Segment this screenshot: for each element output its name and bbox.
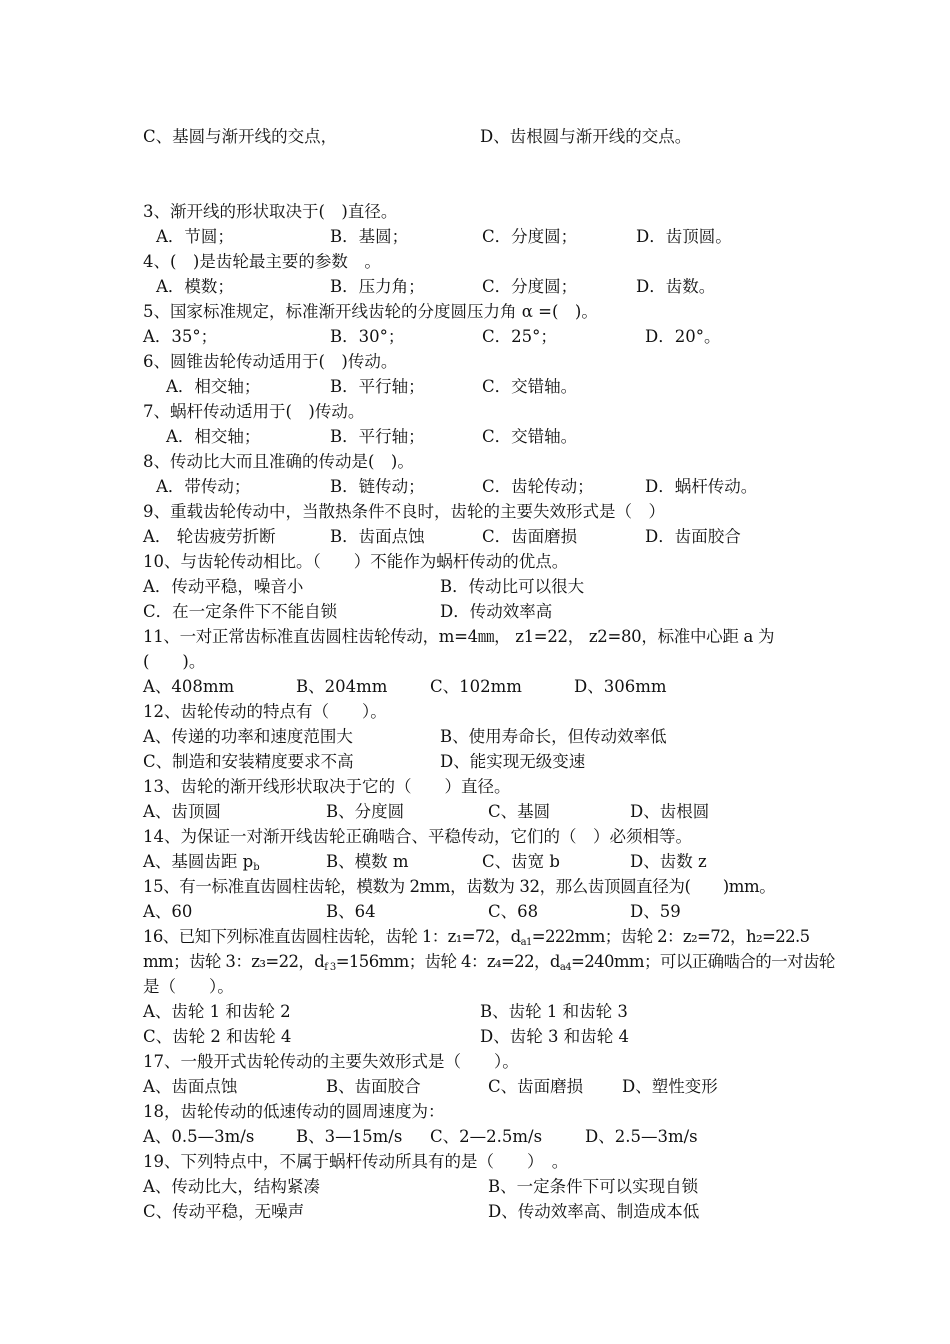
question-16-line-2: mm；齿轮 3：z₃=22，$d_{f 3}=156mm$；齿轮 4：z₄=22，$d_{a4}=240mm$；可以正确啮合的一对齿轮 bbox=[143, 952, 835, 973]
option-d: D、齿根圆 bbox=[630, 802, 710, 821]
option-a: A． 轮齿疲劳折断 bbox=[143, 527, 276, 546]
question-16-line-3: 是（ ）。 bbox=[143, 977, 234, 996]
question-13: 13、齿轮的渐开线形状取决于它的（ ）直径。 bbox=[143, 777, 511, 796]
option-c: C．25°； bbox=[482, 327, 557, 346]
option-a: A、408mm bbox=[143, 677, 235, 696]
option-b: B．传动比可以很大 bbox=[440, 577, 585, 596]
option-d: D．齿顶圆。 bbox=[636, 227, 732, 246]
subscript: a1 bbox=[520, 937, 532, 948]
question-4: 4、( )是齿轮最主要的参数 。 bbox=[143, 252, 381, 271]
question-16-line-1: 16、已知下列标准直齿圆柱齿轮，齿轮 1：z₁=72，$d_{a1}=222mm$；齿轮 2：z₂=72，h₂=22.5 bbox=[143, 927, 810, 948]
question-9: 9、重载齿轮传动中，当散热条件不良时，齿轮的主要失效形式是（ ） bbox=[143, 502, 665, 521]
question-11-continued: ( )。 bbox=[143, 652, 206, 671]
option-c: C．齿面磨损 bbox=[482, 527, 578, 546]
option-a: A、传递的功率和速度范围大 bbox=[143, 727, 353, 746]
option-b: B、一定条件下可以实现自锁 bbox=[488, 1177, 699, 1196]
option-b: B、齿面胶合 bbox=[326, 1077, 421, 1096]
question-19: 19、下列特点中，不属于蜗杆传动所具有的是（ ） 。 bbox=[143, 1152, 569, 1171]
question-11: 11、一对正常齿标准直齿圆柱齿轮传动，m=4㎜， z1=22， z2=80，标准中心距 a 为 bbox=[143, 627, 775, 646]
option-c: C．交错轴。 bbox=[482, 377, 578, 396]
option-c: C、基圆 bbox=[488, 802, 551, 821]
option-d: D．齿数。 bbox=[636, 277, 716, 296]
option-a: A．35°； bbox=[143, 327, 218, 346]
question-15: 15、有一标准直齿圆柱齿轮，模数为 2mm，齿数为 32，那么齿顶圆直径为( )mm。 bbox=[143, 877, 776, 896]
option-c: C、齿面磨损 bbox=[488, 1077, 584, 1096]
option-d: D、齿数 z bbox=[630, 852, 707, 871]
option-c: C．分度圆； bbox=[482, 277, 578, 296]
option-d: D、59 bbox=[630, 902, 681, 921]
option-c: C．交错轴。 bbox=[482, 427, 578, 446]
option-c: C、102mm bbox=[430, 677, 522, 696]
subscript: a4 bbox=[559, 962, 571, 973]
option-a-text: A、基圆齿距 p bbox=[143, 852, 254, 871]
option-d: D．传动效率高 bbox=[440, 602, 553, 621]
option-a: A．传动平稳，噪音小 bbox=[143, 577, 304, 596]
option-c: C、制造和安装精度要求不高 bbox=[143, 752, 354, 771]
question-8: 8、传动比大而且准确的传动是( )。 bbox=[143, 452, 414, 471]
question-7: 7、蜗杆传动适用于( )传动。 bbox=[143, 402, 365, 421]
option-b: B．基圆； bbox=[330, 227, 409, 246]
question-17: 17、一般开式齿轮传动的主要失效形式是（ ）。 bbox=[143, 1052, 519, 1071]
option-d: D、能实现无级变速 bbox=[440, 752, 586, 771]
subscript: f 3 bbox=[324, 962, 336, 973]
option-a: A、齿面点蚀 bbox=[143, 1077, 238, 1096]
option-a: A．相交轴； bbox=[166, 427, 261, 446]
option-c: C．分度圆； bbox=[482, 227, 578, 246]
subscript: b bbox=[253, 862, 260, 873]
option-c: C、传动平稳，无噪声 bbox=[143, 1202, 305, 1221]
question-5: 5、国家标准规定，标准渐开线齿轮的分度圆压力角 α =( )。 bbox=[143, 302, 598, 321]
option-c: C、2—2.5m/s bbox=[430, 1127, 543, 1146]
option-b: B、模数 m bbox=[326, 852, 409, 871]
option-a: A、传动比大，结构紧凑 bbox=[143, 1177, 320, 1196]
option-d: D、306mm bbox=[574, 677, 667, 696]
option-b: B、分度圆 bbox=[326, 802, 405, 821]
option-d: D、2.5—3m/s bbox=[585, 1127, 698, 1146]
option-d: D．齿面胶合 bbox=[645, 527, 741, 546]
option-a bbox=[143, 852, 260, 878]
option-a: A、齿顶圆 bbox=[143, 802, 221, 821]
option-a: A、60 bbox=[143, 902, 193, 921]
option-a: A、0.5—3m/s bbox=[143, 1127, 255, 1146]
option-d: D、齿根圆与渐开线的交点。 bbox=[480, 127, 692, 146]
option-c: C．在一定条件下不能自锁 bbox=[143, 602, 338, 621]
question-10: 10、与齿轮传动相比。（ ）不能作为蜗杆传动的优点。 bbox=[143, 552, 569, 571]
option-c: C、68 bbox=[488, 902, 539, 921]
question-3: 3、渐开线的形状取决于( )直径。 bbox=[143, 202, 398, 221]
option-b: B、64 bbox=[326, 902, 376, 921]
option-c: C、齿宽 b bbox=[482, 852, 560, 871]
option-a: A．模数； bbox=[156, 277, 234, 296]
option-a: A．带传动； bbox=[156, 477, 251, 496]
option-b: B．平行轴； bbox=[330, 377, 425, 396]
question-18: 18，齿轮传动的低速传动的圆周速度为： bbox=[143, 1102, 445, 1121]
option-c: C、基圆与渐开线的交点， bbox=[143, 127, 338, 146]
option-d: D．20°。 bbox=[645, 327, 721, 346]
option-a: A、齿轮 1 和齿轮 2 bbox=[143, 1002, 291, 1021]
option-b: B．平行轴； bbox=[330, 427, 425, 446]
option-b: B．压力角； bbox=[330, 277, 425, 296]
option-b: B、齿轮 1 和齿轮 3 bbox=[480, 1002, 628, 1021]
option-b: B．齿面点蚀 bbox=[330, 527, 425, 546]
option-c: C、齿轮 2 和齿轮 4 bbox=[143, 1027, 292, 1046]
option-b: B．链传动； bbox=[330, 477, 425, 496]
option-b: B、使用寿命长，但传动效率低 bbox=[440, 727, 667, 746]
question-6: 6、圆锥齿轮传动适用于( )传动。 bbox=[143, 352, 398, 371]
option-d: D．蜗杆传动。 bbox=[645, 477, 758, 496]
option-b: B、3—15m/s bbox=[296, 1127, 403, 1146]
option-d: D、塑性变形 bbox=[622, 1077, 718, 1096]
question-14: 14、为保证一对渐开线齿轮正确啮合、平稳传动，它们的（ ）必须相等。 bbox=[143, 827, 692, 846]
option-b: B、204mm bbox=[296, 677, 388, 696]
option-a: A．节圆； bbox=[156, 227, 234, 246]
option-b: B．30°； bbox=[330, 327, 405, 346]
option-d: D、齿轮 3 和齿轮 4 bbox=[480, 1027, 629, 1046]
option-d: D、传动效率高、制造成本低 bbox=[488, 1202, 700, 1221]
question-12: 12、齿轮传动的特点有（ ）。 bbox=[143, 702, 387, 721]
option-a: A．相交轴； bbox=[166, 377, 261, 396]
option-c: C．齿轮传动； bbox=[482, 477, 594, 496]
